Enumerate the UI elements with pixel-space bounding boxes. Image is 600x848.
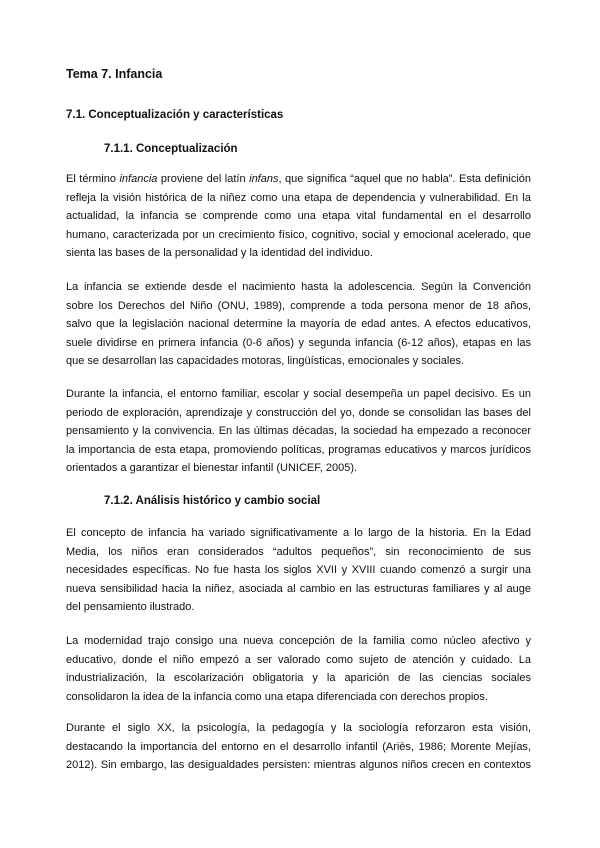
paragraph-line: la importancia de esta etapa, promoviendo políticas, programas educativos y marcos jurídicos bbox=[66, 443, 531, 456]
paragraph-line: Media, los niños eran considerados “adultos pequeños”, sin reconocimiento de sus bbox=[66, 545, 531, 558]
paragraph-line: consolidaron la idea de la infancia como una etapa diferenciada con derechos propios. bbox=[66, 690, 488, 703]
paragraph-line: destacando la importancia del entorno en el desarrollo infantil (Ariès, 1986; Morente Mejías, bbox=[66, 740, 531, 753]
paragraph-line: El concepto de infancia ha variado significativamente a lo largo de la historia. En la Edad bbox=[66, 527, 531, 539]
paragraph-line: nueva sensibilidad hacia la niñez, asociada al cambio en las estructuras familiares y al auge bbox=[66, 582, 531, 595]
paragraph-line: educativo, donde el niño empezó a ser valorado como sujeto de atención y cuidado. La bbox=[66, 653, 531, 666]
paragraph-line: humano, caracterizada por un crecimiento físico, cognitivo, social y emocional acelerado, que bbox=[66, 228, 531, 241]
paragraph-line: La modernidad trajo consigo una nueva concepción de la familia como núcleo afectivo y bbox=[66, 635, 531, 647]
subsection-heading: 7.1.2. Análisis histórico y cambio social bbox=[104, 495, 321, 507]
paragraph-line: que se desarrollan las capacidades motoras, lingüísticas, emocionales y sociales. bbox=[66, 355, 465, 368]
paragraph-line: El término infancia proviene del latín infans, que significa “aquel que no habla”. Esta definición bbox=[66, 173, 532, 185]
paragraph-line: actualidad, la infancia se comprende como una etapa vital fundamental en el desarrollo bbox=[66, 210, 531, 223]
paragraph-line: sobre los Derechos del Niño (ONU, 1989), comprende a toda persona menor de 18 años, bbox=[66, 299, 531, 312]
paragraph-line: periodo de exploración, aprendizaje y construcción del yo, donde se consolidan las bases del bbox=[66, 406, 531, 419]
paragraph bbox=[66, 278, 531, 371]
paragraph-line: refleja la visión histórica de la niñez como una etapa de dependencia y vulnerabilidad. En la bbox=[66, 191, 531, 204]
paragraph-line: orientados a garantizar el bienestar infantil (UNICEF, 2005). bbox=[66, 462, 358, 475]
paragraph bbox=[66, 170, 531, 263]
paragraph-line: del pensamiento ilustrado. bbox=[66, 601, 195, 614]
section-heading: 7.1. Conceptualización y características bbox=[66, 109, 284, 121]
paragraph bbox=[66, 524, 531, 617]
paragraph-line: industrialización, la escolarización obligatoria y la aparición de las ciencias sociales bbox=[66, 672, 531, 685]
paragraph bbox=[66, 632, 531, 706]
paragraph-line: Durante la infancia, el entorno familiar, escolar y social desempeña un papel decisivo. Es un bbox=[66, 388, 531, 400]
paragraph bbox=[66, 385, 531, 478]
paragraph bbox=[66, 719, 531, 775]
document-title: Tema 7. Infancia bbox=[66, 67, 163, 81]
paragraph-line: Durante el siglo XX, la psicología, la pedagogía y la sociología reforzaron esta visión, bbox=[66, 722, 531, 734]
paragraph-line: sienta las bases de la personalidad y la identidad del individuo. bbox=[66, 247, 373, 260]
paragraph-line: salvo que la legislación nacional determine la mayoría de edad antes. A efectos educativos, bbox=[66, 318, 531, 331]
paragraph-line: 2012). Sin embargo, las desigualdades persisten: mientras algunos niños crecen en contextos bbox=[66, 759, 531, 772]
paragraph-line: pensamiento y la convivencia. En las últimas décadas, la sociedad ha empezado a reconocer bbox=[66, 425, 531, 438]
paragraph-line: necesidades específicas. No fue hasta los siglos XVII y XVIII cuando comenzó a surgir una bbox=[66, 564, 531, 577]
paragraph-line: suele dividirse en primera infancia (0-6 años) y segunda infancia (6-12 años), etapas en las bbox=[66, 336, 531, 349]
paragraph-line: La infancia se extiende desde el nacimiento hasta la adolescencia. Según la Convención bbox=[66, 281, 531, 293]
subsection-heading: 7.1.1. Conceptualización bbox=[104, 143, 238, 155]
